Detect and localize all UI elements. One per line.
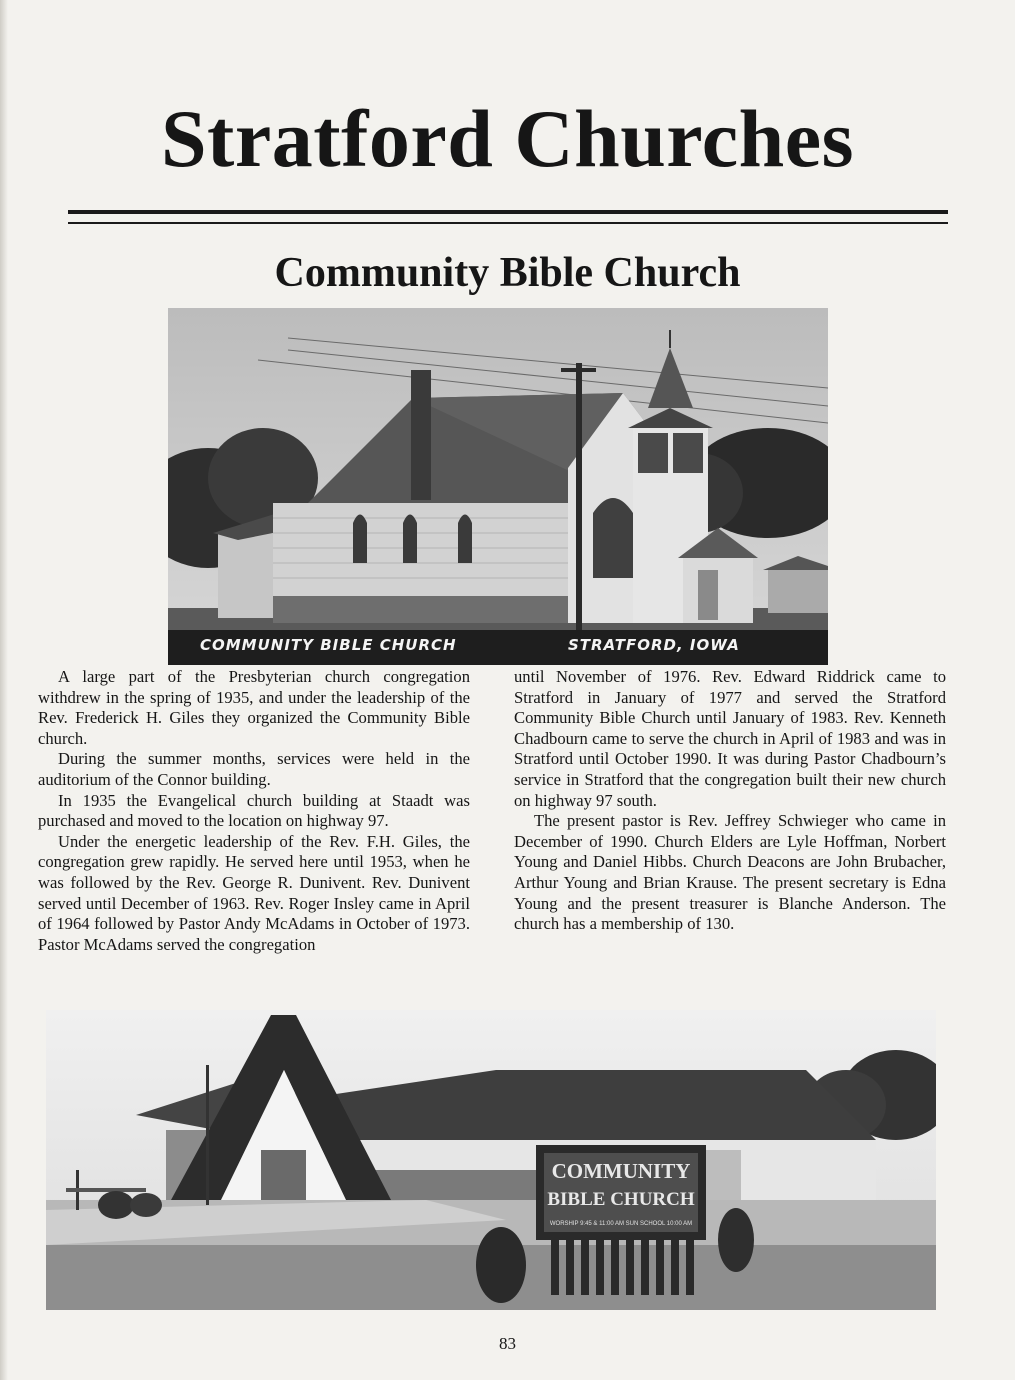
title-rule-thin <box>68 222 948 224</box>
article-paragraph: A large part of the Presbyterian church congregation withdrew in the spring of 1935, and under the leadership of the Rev. Frederick H. Giles they organized the Community Bible church. <box>38 667 470 748</box>
article-paragraph: In 1935 the Evangelical church building at Staadt was purchased and moved to the location on highway 97. <box>38 790 470 831</box>
article-paragraph: until November of 1976. Rev. Edward Riddrick came to Stratford in January of 1977 and served the Stratford Community Bible Church until January of 1983. Rev. Kenneth Chadbourn came to serve the church in April of 1983 and was in Stratford until October 1990. It was during Pastor Chadbourn’s service in Stratford that the congregation built their new church on highway 97 south. <box>514 667 946 810</box>
page-gutter-shadow <box>0 0 8 1380</box>
article-paragraph: Under the energetic leadership of the Rev. F.H. Giles, the congregation grew rapidly. He served here until 1953, when he was followed by the Rev. George R. Dunivent. Rev. Dunivent served until December of 1963. Rev. Roger Insley came in April of 1964 followed by Pastor Andy McAdams in October of 1973. Pastor McAdams served the congregation <box>38 831 470 954</box>
page-number: 83 <box>499 1334 516 1353</box>
article-column-left <box>38 667 470 955</box>
sign-line-1: COMMUNITY <box>551 1159 691 1183</box>
new-church-photo <box>46 1010 936 1310</box>
article-column-right <box>514 667 946 935</box>
photo-caption-right: STRATFORD, IOWA <box>568 636 740 654</box>
page-title: Stratford Churches <box>160 93 855 184</box>
article-paragraph: The present pastor is Rev. Jeffrey Schwieger who came in December of 1990. Church Elders are Lyle Hoffman, Norbert Young and Daniel Hibbs. Church Deacons are John Brubacher, Arthur Young and Brian Krause. The present secretary is Edna Young and the present treasurer is Blanche Anderson. The church has a membership of 130. <box>514 811 946 934</box>
section-subtitle: Community Bible Church <box>274 250 741 296</box>
old-church-photo-image <box>168 308 828 665</box>
sign-line-2: BIBLE CHURCH <box>547 1189 695 1210</box>
article-paragraph: During the summer months, services were held in the auditorium of the Connor building. <box>38 749 470 789</box>
old-church-photo <box>168 308 828 665</box>
title-rule-thick <box>68 210 948 214</box>
new-church-photo-image <box>46 1010 936 1310</box>
photo-caption-left: COMMUNITY BIBLE CHURCH <box>200 636 457 654</box>
sign-line-3: WORSHIP 9:45 & 11:00 AM SUN SCHOOL 10:00 AM <box>549 1221 693 1227</box>
